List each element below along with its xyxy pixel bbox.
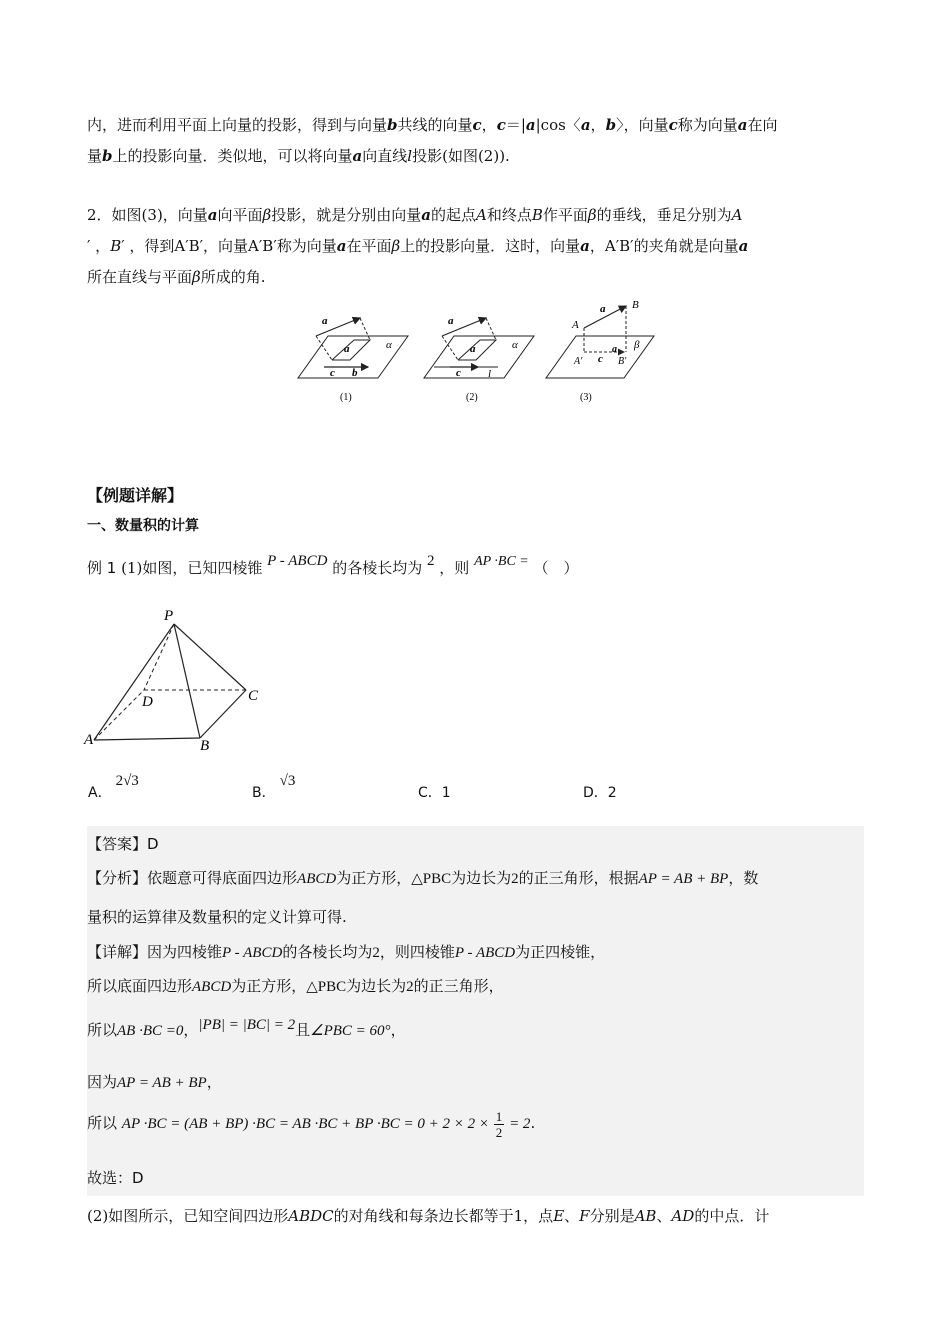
detail-line-4: 因为AP = AB + BP， — [87, 1073, 222, 1091]
projection-figures — [290, 294, 670, 412]
label-b-1: b — [352, 367, 358, 379]
label-A1-3: A′ — [574, 356, 583, 367]
caption-2: (2) — [466, 392, 478, 403]
vertex-B: B — [200, 738, 210, 754]
vertex-C: C — [248, 688, 259, 704]
label-B1-3: B′ — [618, 356, 627, 367]
pyramid-figure — [82, 604, 272, 754]
vertex-D: D — [142, 694, 153, 710]
figure-2 — [424, 315, 534, 403]
option-c[interactable]: C．1 — [418, 785, 451, 801]
projection-paragraph-1 — [87, 111, 867, 170]
paragraph-1-line-2: 量b上的投影向量．类似地，可以将向量a向直线l投影(如图(2)). — [87, 147, 510, 165]
label-A-3: A — [572, 319, 579, 331]
label-beta-3: β — [634, 339, 640, 351]
answer-line: 【答案】D — [87, 835, 159, 853]
analysis-line-2: 量积的运算律及数量积的定义计算可得. — [87, 908, 347, 926]
dashed-line-2 — [442, 336, 458, 360]
label-a-proj-1: a — [344, 343, 350, 355]
detail-line-2: 所以底面四边形ABCD为正方形，△PBC为边长为2的正三角形， — [87, 977, 504, 995]
conclusion-line: 故选：D — [87, 1169, 144, 1187]
projection-paragraph-2 — [87, 201, 867, 291]
figure-3 — [546, 299, 654, 403]
example-1-question: 例 1 (1)如图，已知四棱锥 P - ABCD 的各棱长均为 2 ，则 AP ·BC = （ ） — [87, 553, 579, 577]
paragraph-2-line-2: ′ ，B′ ，得到A′B′，向量A′B′称为向量a在平面β上的投影向量．这时，向量a，A′B′的夹角就是向量a — [87, 237, 749, 255]
dashed-line-1 — [316, 336, 332, 360]
caption-1: (1) — [340, 392, 352, 403]
label-l-2: l — [488, 368, 492, 380]
dashed-line-1b — [360, 318, 370, 340]
projection-box-2 — [458, 340, 496, 360]
edge-AB — [94, 738, 200, 740]
label-c-2: c — [456, 367, 461, 379]
detail-line-5: 所以 AP ·BC = (AB + BP) ·BC = AB ·BC + BP ·BC = 0 + 2 × 2 × $\frac{1}{2}$ = 2. — [87, 1108, 536, 1140]
detail-line-1: 【详解】因为四棱锥P - ABCD的各棱长均为2，则四棱锥P - ABCD为正四棱锥， — [87, 943, 606, 961]
edge-PB — [174, 624, 200, 738]
edge-AD — [94, 690, 144, 740]
fraction-half: $\frac{1}{2}$ — [495, 1108, 503, 1140]
section-title: 【例题详解】 — [87, 486, 184, 505]
label-c-3: c — [598, 353, 603, 365]
label-a-2: a — [448, 315, 454, 327]
vertex-A: A — [84, 732, 94, 748]
label-alpha-2: α — [512, 339, 518, 351]
subsection-title: 一、数量积的计算 — [87, 518, 199, 534]
dashed-line-2b — [486, 318, 496, 340]
paragraph-2-line-1: 2．如图(3)，向量a向平面β投影，就是分别由向量a的起点A和终点B作平面β的垂线，垂足分别为A — [87, 206, 743, 224]
edge-PD — [144, 624, 174, 690]
vertex-P: P — [164, 608, 174, 624]
label-a-proj-3: a — [612, 344, 617, 355]
projection-box-1 — [332, 340, 370, 360]
option-d[interactable]: D．2 — [583, 785, 617, 801]
edge-BC — [200, 690, 246, 738]
label-a-3: a — [600, 303, 606, 315]
option-a[interactable]: A．2√3 — [88, 773, 139, 801]
label-B-3: B — [632, 299, 639, 311]
paragraph-1-line-1: 内，进而利用平面上向量的投影，得到与向量b共线的向量c，c＝|a|cos〈a，b〉，向量c称为向量a在向 — [87, 116, 778, 134]
caption-3: (3) — [580, 392, 592, 403]
edge-PA — [94, 624, 174, 740]
paragraph-2-line-3: 所在直线与平面β所成的角. — [87, 268, 266, 286]
label-c-1: c — [330, 367, 335, 379]
part-2-question: (2)如图所示，已知空间四边形ABDC的对角线和每条边长都等于1，点E、F分别是AB、AD的中点．计 — [87, 1207, 770, 1225]
option-b[interactable]: B．√3 — [252, 773, 296, 801]
detail-line-3: 所以AB ·BC =0，|PB| = |BC| = 2且∠PBC = 60°， — [87, 1017, 406, 1039]
label-a-1: a — [322, 315, 328, 327]
label-a-proj-2: a — [470, 343, 476, 355]
analysis-line-1: 【分析】依题意可得底面四边形ABCD为正方形，△PBC为边长为2的正三角形，根据AP = AB + BP，数 — [87, 869, 759, 887]
figure-1 — [298, 315, 408, 403]
label-alpha-1: α — [386, 339, 392, 351]
analysis-block — [87, 862, 867, 933]
edge-PC — [174, 624, 246, 690]
